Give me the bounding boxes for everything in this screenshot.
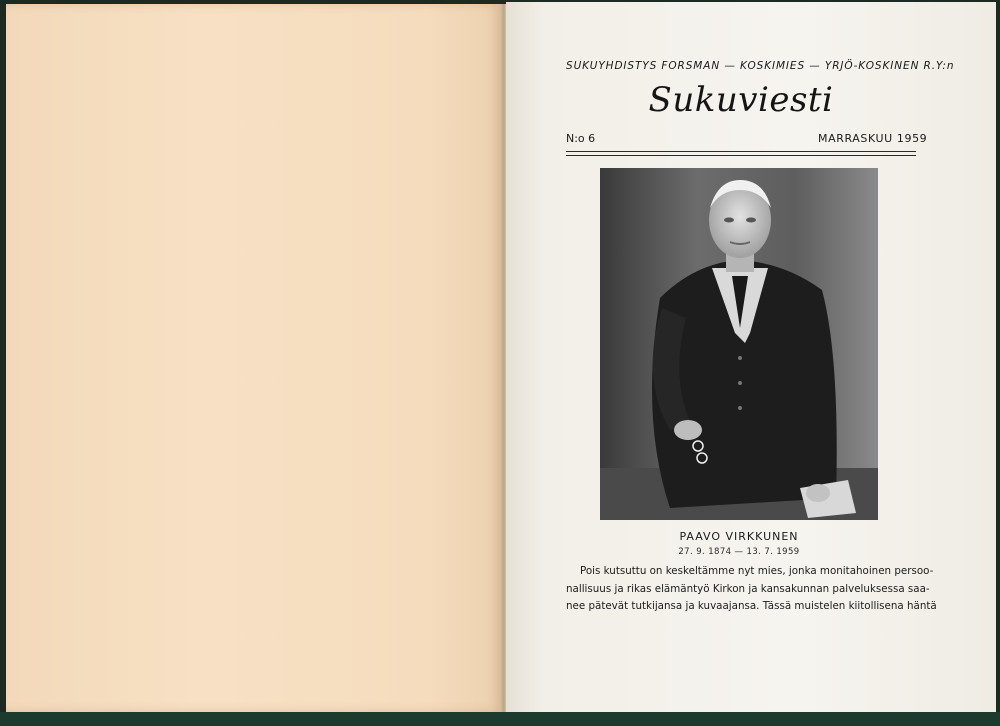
portrait-photo: [600, 168, 878, 520]
article-body: [566, 563, 937, 616]
article-line: nee pätevät tutkijansa ja kuvaajansa. Tässä muistelen kiitollisena häntä: [566, 600, 937, 612]
issue-number: N:o 6: [566, 132, 596, 145]
portrait-photo-icon: [600, 168, 878, 520]
left-page-blank: [6, 4, 502, 712]
article-line: nallisuus ja rikas elämäntyö Kirkon ja kansakunnan palveluksessa saa-: [566, 582, 930, 595]
masthead-title: Sukuviesti: [648, 80, 834, 120]
portrait-caption-dates: 27. 9. 1874 — 13. 7. 1959: [678, 547, 800, 557]
header-rule-top: [566, 151, 916, 152]
header-rule-bottom: [566, 155, 916, 156]
background-surface: [0, 712, 1000, 726]
issue-date: MARRASKUU 1959: [818, 132, 928, 145]
article-line: Pois kutsuttu on keskeltämme nyt mies, jonka monitahoinen persoo-: [580, 565, 934, 577]
portrait-caption-name: PAAVO VIRKKUNEN: [679, 530, 799, 543]
society-name: SUKUYHDISTYS FORSMAN — KOSKIMIES — YRJÖ-KOSKINEN R.Y:n: [566, 60, 955, 72]
